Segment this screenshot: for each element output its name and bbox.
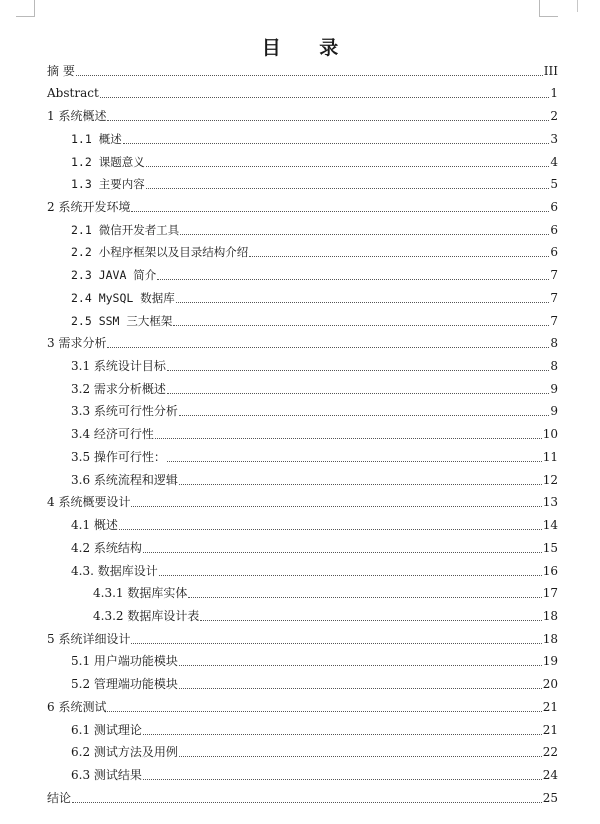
toc-entry[interactable] [71, 556, 558, 579]
toc-dot-leader [180, 233, 549, 235]
toc-entry[interactable] [71, 669, 558, 692]
toc-entry-label: 2.4 MySQL 数据库 [71, 290, 175, 305]
toc-dot-leader [159, 574, 542, 576]
toc-entry[interactable] [71, 351, 558, 374]
toc-entry-label: 4.2 系统结构 [71, 540, 142, 555]
toc-dot-leader [167, 369, 549, 371]
toc-dot-leader [107, 346, 549, 348]
toc-entry-page: 22 [542, 745, 558, 760]
toc-entry-label: 2 系统开发环境 [47, 200, 131, 214]
toc-dot-leader [167, 392, 549, 394]
toc-entry-label: 3.2 需求分析概述 [71, 381, 166, 396]
toc-entry-label: 5 系统详细设计 [47, 631, 131, 646]
toc-entry-page: 12 [542, 472, 558, 487]
toc-dot-leader [107, 119, 549, 121]
toc-entry[interactable] [47, 783, 558, 806]
toc-entry[interactable] [47, 56, 558, 79]
toc-dot-leader [249, 255, 549, 257]
toc-entry-label: 4.3.1 数据库实体 [93, 586, 188, 601]
toc-entry-page: 20 [542, 677, 558, 692]
toc-entry-page: 6 [550, 200, 558, 214]
toc-entry-page: 24 [542, 768, 558, 782]
toc-dot-leader [179, 755, 542, 757]
toc-dot-leader [107, 710, 541, 712]
toc-entry-label: 1 系统概述 [47, 109, 107, 124]
toc-entry[interactable] [71, 760, 558, 783]
toc-entry-page: 19 [542, 654, 558, 669]
toc-entry-label: 4.3. 数据库设计 [71, 563, 158, 578]
toc-dot-leader [146, 165, 550, 167]
toc-entry[interactable] [47, 624, 558, 647]
toc-entry-page: 7 [550, 313, 558, 328]
toc-entry-label: 6.1 测试理论 [71, 722, 142, 737]
page-title: 目 录 [261, 36, 355, 59]
toc-entry-label: 1.2 课题意义 [71, 154, 145, 169]
toc-entry[interactable] [71, 715, 558, 738]
toc-entry[interactable] [93, 579, 558, 602]
toc-entry-page: 18 [542, 608, 558, 623]
toc-entry-page: 15 [542, 540, 558, 555]
toc-dot-leader [179, 483, 542, 485]
toc-entry[interactable] [71, 238, 558, 261]
toc-entry-label: 4.1 概述 [71, 518, 118, 533]
toc-entry[interactable] [47, 488, 558, 511]
toc-entry[interactable] [47, 101, 558, 124]
toc-entry-page: 5 [550, 177, 558, 192]
toc-entry-label: 3 需求分析 [47, 336, 107, 351]
toc-entry-label: 2.1 微信开发者工具 [71, 222, 180, 237]
toc-entry[interactable] [71, 465, 558, 488]
toc-dot-leader [200, 619, 541, 621]
toc-entry-page: 14 [542, 518, 558, 533]
toc-entry-label: 2.2 小程序框架以及目录结构介绍 [71, 245, 249, 260]
toc-dot-leader [167, 460, 542, 462]
toc-entry-label: 5.2 管理端功能模块 [71, 677, 178, 692]
toc-entry-page: III [543, 63, 558, 78]
toc-entry-page: 2 [550, 109, 558, 124]
toc-dot-leader [131, 642, 541, 644]
toc-entry-page: 8 [550, 336, 558, 351]
toc-entry[interactable] [71, 170, 558, 193]
toc-entry[interactable] [71, 442, 558, 465]
toc-entry-label: 2.5 SSM 三大框架 [71, 313, 173, 328]
toc-entry-label: 3.5 操作可行性： [71, 449, 166, 464]
toc-entry[interactable] [71, 283, 558, 306]
toc-dot-leader [131, 505, 541, 507]
toc-entry-label: 1.1 概述 [71, 131, 122, 146]
toc-entry-label: 摘 要 [47, 63, 75, 78]
toc-entry[interactable] [71, 420, 558, 443]
toc-entry-page: 9 [550, 404, 558, 419]
toc-dot-leader [146, 187, 550, 189]
crop-mark-top-left [16, 0, 35, 17]
toc-entry-label: Abstract [47, 86, 99, 101]
toc-entry-page: 3 [550, 131, 558, 146]
toc-dot-leader [72, 801, 542, 803]
toc-entry[interactable] [71, 306, 558, 329]
toc-entry-page: 25 [542, 790, 558, 805]
toc-dot-leader [100, 96, 550, 98]
toc-dot-leader [143, 733, 542, 735]
toc-dot-leader [76, 74, 543, 76]
toc-entry-page: 18 [542, 631, 558, 646]
toc-entry[interactable] [71, 397, 558, 420]
toc-entry-page: 4 [550, 154, 558, 169]
toc-entry-page: 21 [542, 722, 558, 737]
toc-entry-page: 1 [550, 86, 558, 101]
toc-entry-page: 16 [542, 563, 558, 578]
toc-dot-leader [179, 687, 542, 689]
toc-dot-leader [179, 414, 549, 416]
toc-entry-page: 7 [550, 268, 558, 283]
toc-entry[interactable] [71, 260, 558, 283]
toc-dot-leader [157, 278, 549, 280]
crop-mark-top-right [539, 0, 558, 17]
toc-entry-label: 6.3 测试结果 [71, 768, 142, 782]
toc-entry[interactable] [71, 510, 558, 533]
toc-entry[interactable] [71, 374, 558, 397]
toc-entry-page: 17 [542, 586, 558, 601]
toc-dot-leader [176, 301, 550, 303]
toc-entry-page: 21 [542, 699, 558, 714]
toc-entry-page: 10 [542, 427, 558, 442]
toc-entry-page: 9 [550, 381, 558, 396]
toc-entry-label: 3.1 系统设计目标 [71, 359, 166, 374]
toc-dot-leader [123, 142, 550, 144]
toc-entry[interactable] [71, 738, 558, 761]
toc-entry-label: 5.1 用户端功能模块 [71, 654, 178, 669]
toc-entry[interactable] [93, 601, 558, 624]
toc-entry-label: 2.3 JAVA 简介 [71, 268, 157, 283]
toc-entry-label: 3.6 系统流程和逻辑 [71, 472, 178, 487]
toc-entry-page: 11 [542, 449, 558, 464]
toc-dot-leader [173, 324, 549, 326]
toc-entry-label: 结论 [47, 790, 72, 805]
toc-entry-label: 3.4 经济可行性 [71, 427, 154, 442]
toc-entry-page: 7 [550, 290, 558, 305]
toc-entry-page: 13 [542, 495, 558, 510]
toc-entry[interactable] [71, 533, 558, 556]
toc-entry[interactable] [71, 215, 558, 238]
toc-entry-page: 8 [550, 359, 558, 374]
toc-entry[interactable] [47, 79, 558, 102]
toc-entry-label: 1.3 主要内容 [71, 177, 145, 192]
toc-dot-leader [143, 778, 542, 780]
toc-entry-label: 6.2 测试方法及用例 [71, 745, 178, 760]
toc-entry-label: 4 系统概要设计 [47, 495, 131, 510]
toc-entry-label: 4.3.2 数据库设计表 [93, 608, 200, 623]
toc-entry[interactable] [71, 124, 558, 147]
toc-dot-leader [131, 210, 549, 212]
toc-entry[interactable] [47, 192, 558, 215]
toc-dot-leader [155, 437, 542, 439]
toc-entry-label: 3.3 系统可行性分析 [71, 404, 178, 419]
toc-entry[interactable] [71, 647, 558, 670]
toc-entry-page: 6 [550, 245, 558, 260]
toc-entry[interactable] [71, 147, 558, 170]
toc-dot-leader [179, 664, 542, 666]
toc-entry[interactable] [47, 692, 558, 715]
toc-dot-leader [119, 528, 542, 530]
toc-dot-leader [143, 551, 542, 553]
toc-dot-leader [188, 596, 541, 598]
margin-mark-right [577, 0, 578, 12]
toc-entry[interactable] [47, 329, 558, 352]
toc-entry-page: 6 [550, 222, 558, 237]
toc-entry-label: 6 系统测试 [47, 699, 107, 714]
